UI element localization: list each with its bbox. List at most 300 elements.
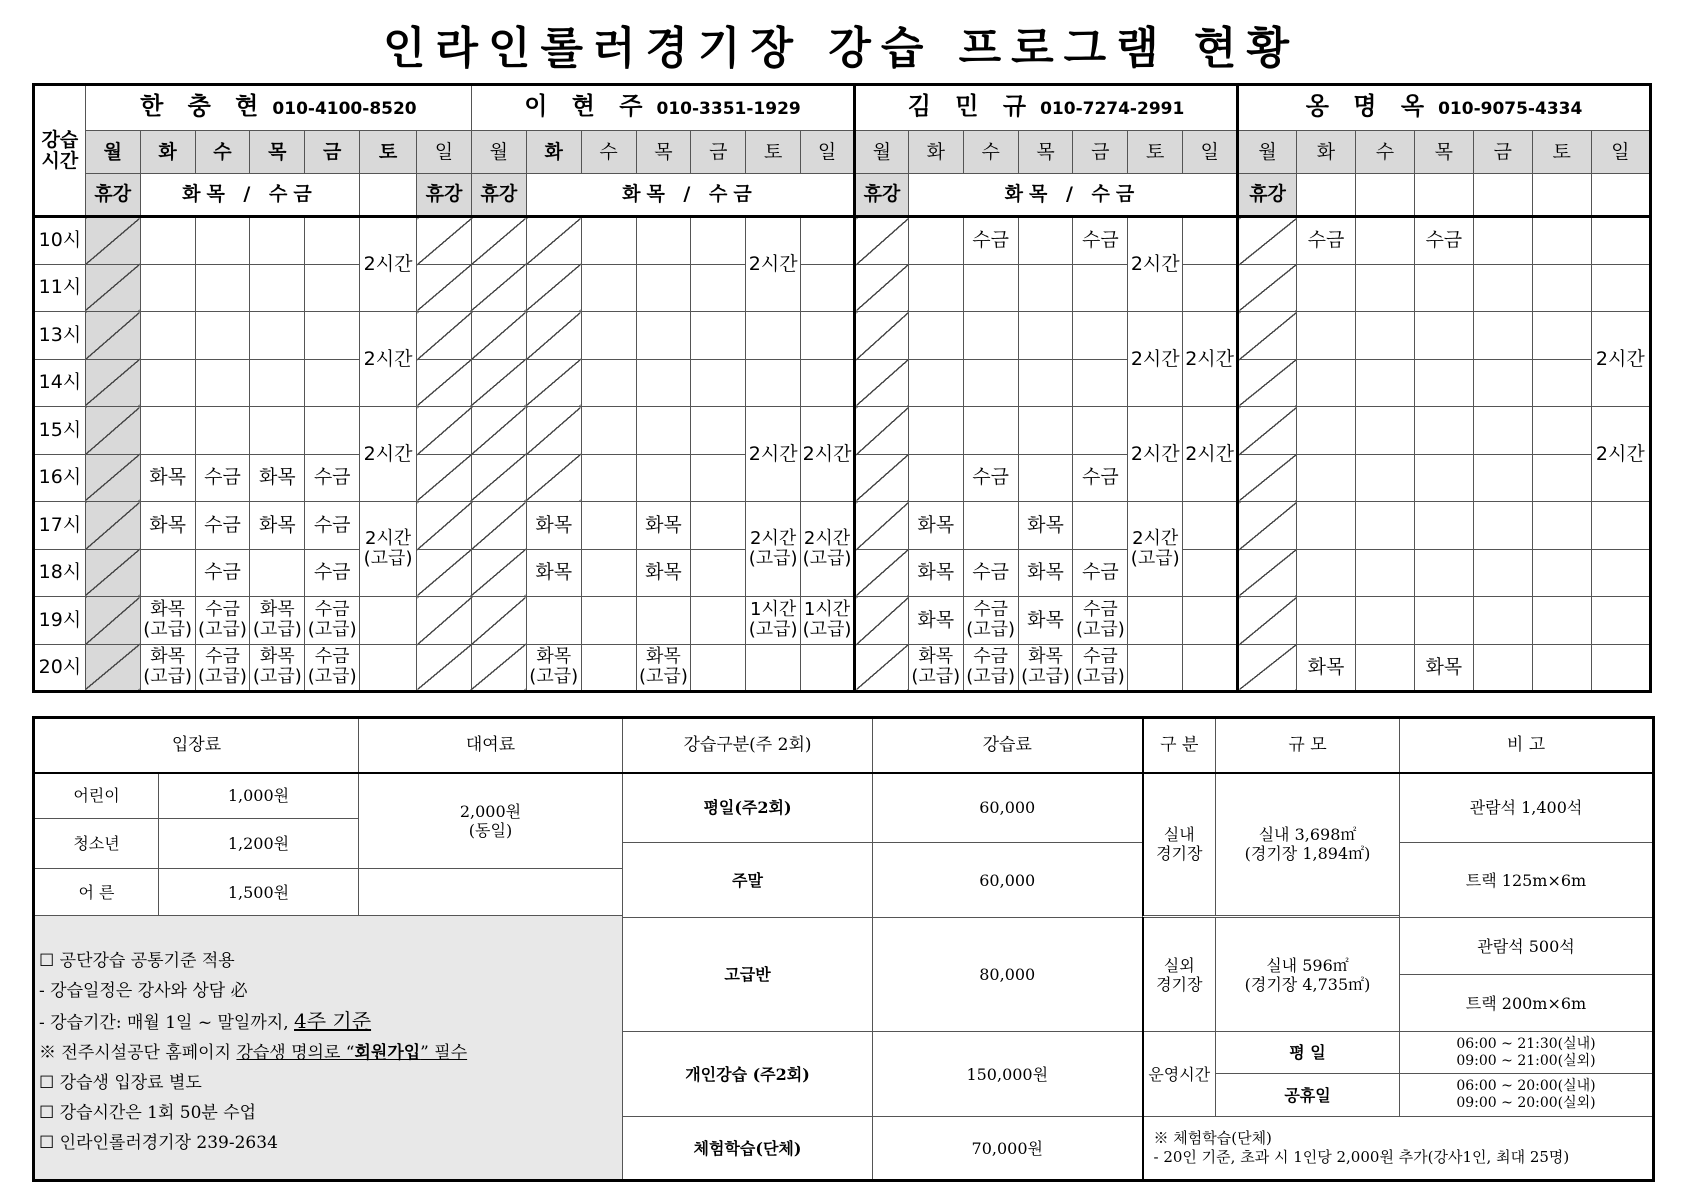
class-cell [963,454,1018,502]
class-cell [140,644,195,692]
class-label: 2시간 [1595,442,1645,465]
class-label: 2시간 [364,528,412,549]
hours-day-label: 공휴일 [1216,1074,1400,1117]
time-row [34,644,1651,692]
class-label: (고급) [1075,619,1125,641]
lesson-label: 개인강습 (주2회) [623,1032,873,1117]
class-cell [360,407,417,502]
facility-note: 트랙 125m×6m [1400,843,1654,918]
rest-label: 휴강 [471,174,526,217]
day-header: 화 [140,131,195,174]
empty-cell [1414,264,1473,312]
closed-cell [855,454,909,502]
class-label: 2시간 [1595,347,1645,370]
closed-cell [85,644,140,692]
class-label: 수금 [205,599,240,621]
empty-cell [1355,217,1414,265]
class-cell [250,597,305,645]
class-label: (고급) [307,666,357,688]
time-label: 18시 [34,549,86,597]
hours-label: 운영시간 [1143,1032,1216,1117]
time-row [34,407,1651,455]
class-cell [636,502,691,550]
closed-cell [1238,217,1297,265]
closed-cell [855,644,909,692]
closed-cell [417,644,472,692]
closed-cell [1238,454,1297,502]
empty-cell [1414,549,1473,597]
note-line: ☐ 공단강습 공통기준 적용 [39,951,235,971]
empty-cell [801,312,855,360]
empty-cell [801,264,855,312]
class-label: 2시간 [363,253,413,275]
footnote-line: ※ 체험학습(단체) [1153,1129,1272,1147]
empty-cell [1018,407,1073,455]
empty-cell [746,312,801,360]
empty-cell [1414,407,1473,455]
empty-cell [1073,502,1128,550]
day-header: 금 [1073,131,1128,174]
time-label: 17시 [34,502,86,550]
empty-cell [1532,174,1591,217]
hours-value [1400,1074,1654,1117]
class-label: 수금 [204,561,241,584]
class-label: 화목 [1027,513,1064,536]
class-label: (고급) [1130,548,1180,569]
empty-cell [1473,549,1532,597]
class-label: 화목 [150,646,185,668]
empty-cell [1532,407,1591,455]
class-label: 2시간 [1185,442,1235,465]
empty-cell [1591,174,1650,217]
class-cell [140,502,195,550]
empty-cell [1073,359,1128,407]
note-text: ” 필수 [420,1043,468,1063]
closed-cell [526,407,581,455]
closed-cell [526,264,581,312]
empty-cell [1591,597,1650,645]
class-label: (고급) [198,666,247,688]
rental-line: 2,000원 [459,801,522,821]
closed-cell [471,597,526,645]
empty-cell [801,217,855,265]
class-cell [360,312,417,407]
class-cell [1018,597,1073,645]
day-header: 수 [963,131,1018,174]
class-label: (고급) [252,666,302,688]
class-label: (고급) [529,666,579,688]
notes-box [34,916,623,1181]
closed-cell [471,264,526,312]
class-label: 화목 [1027,608,1064,631]
empty-cell [1532,312,1591,360]
closed-cell [85,312,140,360]
class-label: 수금 [1307,229,1345,252]
note-text: 강습생 명의로 “ [236,1043,355,1063]
admission-label: 어린이 [34,773,159,819]
class-cell [305,644,360,692]
rest-label: 휴강 [855,174,909,217]
closed-cell [1238,549,1297,597]
class-label: 2시간 [803,528,851,549]
class-label: 수금 [204,466,241,489]
class-label: 2시간 [1185,347,1235,370]
day-header: 화 [908,131,963,174]
empty-cell [1591,217,1650,265]
closed-cell [526,217,581,265]
closed-cell [1238,407,1297,455]
class-cell [963,597,1018,645]
empty-cell [250,359,305,407]
class-label: 화목 [917,561,955,584]
empty-cell [1297,597,1356,645]
empty-cell [250,407,305,455]
empty-cell [908,264,963,312]
empty-cell [1073,312,1128,360]
time-label: 16시 [34,454,86,502]
class-label: 2시간 [802,442,852,465]
empty-cell [305,217,360,265]
class-label: 수금 [205,646,240,668]
class-cell [1183,407,1238,502]
note-line: ☐ 강습생 입장료 별도 [39,1073,202,1093]
class-label: 화목 [1028,646,1063,668]
empty-cell [636,217,691,265]
class-label: 2시간 [363,442,413,465]
class-cell [360,217,417,312]
class-cell [636,549,691,597]
note-text: ※ 전주시설공단 홈페이지 [39,1043,237,1063]
closed-cell [417,359,472,407]
class-cell [140,454,195,502]
class-cell [1128,217,1183,312]
note-line [39,1006,622,1038]
remarks-header: 비 고 [1400,718,1654,773]
empty-cell [581,407,636,455]
day-header: 토 [1128,131,1183,174]
note-line: ☐ 강습시간은 1회 50분 수업 [39,1103,257,1123]
class-cell [305,597,360,645]
lesson-value: 70,000원 [873,1117,1143,1181]
empty-cell [636,454,691,502]
empty-cell [1591,644,1650,692]
rest-label: 휴강 [1238,174,1297,217]
page-title: 인라인롤러경기장 강습 프로그램 현황 [382,23,1300,74]
empty-cell [636,264,691,312]
instructor-name: 이 현 주 [524,92,651,120]
empty-cell [1355,597,1414,645]
schedule-body [34,217,1651,692]
lesson-value: 150,000원 [873,1032,1143,1117]
facility-note: 관람석 1,400석 [1400,773,1654,843]
class-cell [908,502,963,550]
hours-line: 06:00 ~ 21:30(실내) [1456,1035,1596,1052]
day-header: 금 [691,131,746,174]
class-cell [140,597,195,645]
empty-cell [581,597,636,645]
empty-cell [1473,644,1532,692]
empty-cell [963,359,1018,407]
class-cell [1018,644,1073,692]
admission-header: 입장료 [34,718,359,773]
empty-cell [581,454,636,502]
time-label: 15시 [34,407,86,455]
empty-cell [140,359,195,407]
closed-cell [1238,644,1297,692]
empty-cell [526,597,581,645]
rental-line: (동일) [468,820,513,840]
rental-header: 대여료 [359,718,623,773]
closed-cell [471,359,526,407]
closed-cell [1238,312,1297,360]
class-cell [1073,454,1128,502]
empty-cell [1297,407,1356,455]
class-cell [305,454,360,502]
fee-table [32,716,1655,1182]
empty-cell [581,644,636,692]
closed-cell [85,597,140,645]
class-label: 화목 [645,513,682,536]
empty-cell [1073,407,1128,455]
empty-cell [801,644,855,692]
empty-cell [1297,312,1356,360]
facility-name-line: 경기장 [1156,974,1203,994]
class-cell [908,644,963,692]
day-header: 수 [581,131,636,174]
instructor-phone: 010-9075-4334 [1438,99,1583,119]
class-label: (고급) [198,619,247,641]
instructor-header [855,85,1238,131]
class-label: 화목 [536,646,572,668]
facility-size-line: 실내 3,698㎡ [1258,825,1357,845]
class-label: 화목 [258,513,296,536]
class-label: 화목 [1027,561,1064,584]
closed-cell [85,359,140,407]
footnote-line: - 20인 기준, 초과 시 1인당 2,000원 추가(강사1인, 최대 25명) [1153,1148,1570,1166]
closed-cell [855,217,909,265]
closed-cell [417,502,472,550]
class-cell [746,597,801,645]
class-label: (고급) [966,619,1016,641]
note-line: - 강습일정은 강사와 상담 必 [39,981,248,1001]
empty-cell [140,264,195,312]
class-cell [1128,407,1183,502]
facility-size-line: 실내 596㎡ [1266,955,1349,975]
closed-cell [855,407,909,455]
empty-cell [1183,644,1238,692]
class-cell [250,454,305,502]
class-label: (고급) [143,619,193,641]
empty-cell [1183,549,1238,597]
time-label: 11시 [34,264,86,312]
class-cell [526,502,581,550]
class-cell [195,549,250,597]
class-label: 화목 [918,646,954,668]
empty-cell [1297,359,1356,407]
class-label: 화목 [645,561,682,584]
class-label: 2시간 [750,528,797,549]
instructor-header [1238,85,1651,131]
class-cell [1128,502,1183,597]
class-label: (고급) [911,666,961,688]
empty-cell [1355,549,1414,597]
class-label: 수금 [314,599,350,621]
time-row [34,217,1651,265]
closed-cell [471,312,526,360]
empty-cell [581,359,636,407]
time-label: 14시 [34,359,86,407]
empty-cell [360,174,417,217]
class-label: 1시간 [750,599,797,621]
class-cell [195,597,250,645]
time-label: 13시 [34,312,86,360]
class-cell [1073,549,1128,597]
empty-cell [636,407,691,455]
class-cell [195,454,250,502]
day-header: 월 [1238,131,1297,174]
class-cell [963,217,1018,265]
closed-cell [1238,502,1297,550]
day-header: 일 [1183,131,1238,174]
category-header: 구 분 [1143,718,1216,773]
day-header: 금 [305,131,360,174]
empty-cell [1591,264,1650,312]
empty-cell [1473,454,1532,502]
closed-cell [855,312,909,360]
day-header: 목 [1414,131,1473,174]
lesson-label: 평일(주2회) [623,773,873,843]
instructor-name: 한 충 현 [140,92,267,120]
class-label: 2시간 [363,347,413,370]
class-label: (고급) [252,619,302,641]
class-label: 수금 [972,561,1009,584]
empty-cell [691,407,746,455]
day-header: 토 [1532,131,1591,174]
closed-cell [85,549,140,597]
hours-value [1400,1032,1654,1074]
empty-cell [195,359,250,407]
footnote [1143,1117,1654,1181]
empty-cell [963,312,1018,360]
empty-cell [1532,217,1591,265]
empty-cell [1018,312,1073,360]
day-header: 목 [1018,131,1073,174]
empty-cell [1473,174,1532,217]
rest-label: 휴강 [417,174,472,217]
closed-cell [526,312,581,360]
note-line [39,1038,622,1068]
class-cell [746,217,801,312]
closed-cell [855,359,909,407]
empty-cell [1355,264,1414,312]
closed-cell [855,264,909,312]
empty-cell [1297,549,1356,597]
empty-cell [140,549,195,597]
class-cell [195,502,250,550]
class-label: (고급) [1075,666,1125,688]
class-cell [1073,217,1128,265]
class-label: 화목 [259,599,295,621]
closed-cell [855,549,909,597]
empty-cell [1414,359,1473,407]
facility-name [1143,918,1216,1032]
hours-line: 09:00 ~ 21:00(실외) [1456,1052,1596,1069]
lesson-fee-header: 강습료 [873,718,1143,773]
empty-cell [963,264,1018,312]
empty-cell [691,359,746,407]
empty-cell [1473,359,1532,407]
time-label: 10시 [34,217,86,265]
admission-value: 1,500원 [159,869,359,916]
lesson-value: 60,000 [873,843,1143,918]
empty-cell [140,407,195,455]
closed-cell [417,549,472,597]
day-header: 월 [855,131,909,174]
class-cell [1018,502,1073,550]
empty-cell [1018,264,1073,312]
day-header: 수 [195,131,250,174]
day-header: 금 [1473,131,1532,174]
day-header: 월 [471,131,526,174]
empty-cell [1183,502,1238,550]
rental-value [359,773,623,869]
class-label: 화목 [149,466,186,489]
class-cell [1591,312,1650,407]
hours-line: 06:00 ~ 20:00(실내) [1456,1078,1596,1094]
empty-cell [1128,597,1183,645]
closed-cell [1238,359,1297,407]
lesson-label: 고급반 [623,918,873,1032]
empty-cell [140,217,195,265]
closed-cell [417,217,472,265]
class-cell [908,597,963,645]
empty-cell [908,407,963,455]
class-label: 수금 [313,466,351,489]
empty-cell [1073,264,1128,312]
time-label: 19시 [34,597,86,645]
facility-name-line: 실내 [1163,825,1195,845]
class-label: (고급) [966,666,1016,688]
empty-cell [1183,597,1238,645]
closed-cell [1238,597,1297,645]
class-band: 화목 / 수금 [140,174,359,217]
class-cell [1297,217,1356,265]
closed-cell [526,359,581,407]
class-cell [1297,644,1356,692]
closed-cell [855,597,909,645]
facility-note: 트랙 200m×6m [1400,975,1654,1032]
lesson-value: 80,000 [873,918,1143,1032]
class-cell [801,597,855,645]
empty-cell [1355,407,1414,455]
closed-cell [471,454,526,502]
note-text: - 강습기간: 매월 1일 ~ 말일까지, [39,1013,295,1033]
empty-cell [305,264,360,312]
instructor-name: 옹 명 옥 [1305,92,1433,120]
time-row [34,597,1651,645]
empty-cell [1532,597,1591,645]
empty-cell [360,644,417,692]
empty-cell [581,264,636,312]
empty-cell [1532,644,1591,692]
class-cell [195,644,250,692]
facility-size [1216,773,1400,916]
empty-cell [691,549,746,597]
day-header: 화 [1297,131,1356,174]
class-cell [250,502,305,550]
empty-cell [636,359,691,407]
class-cell [746,407,801,502]
